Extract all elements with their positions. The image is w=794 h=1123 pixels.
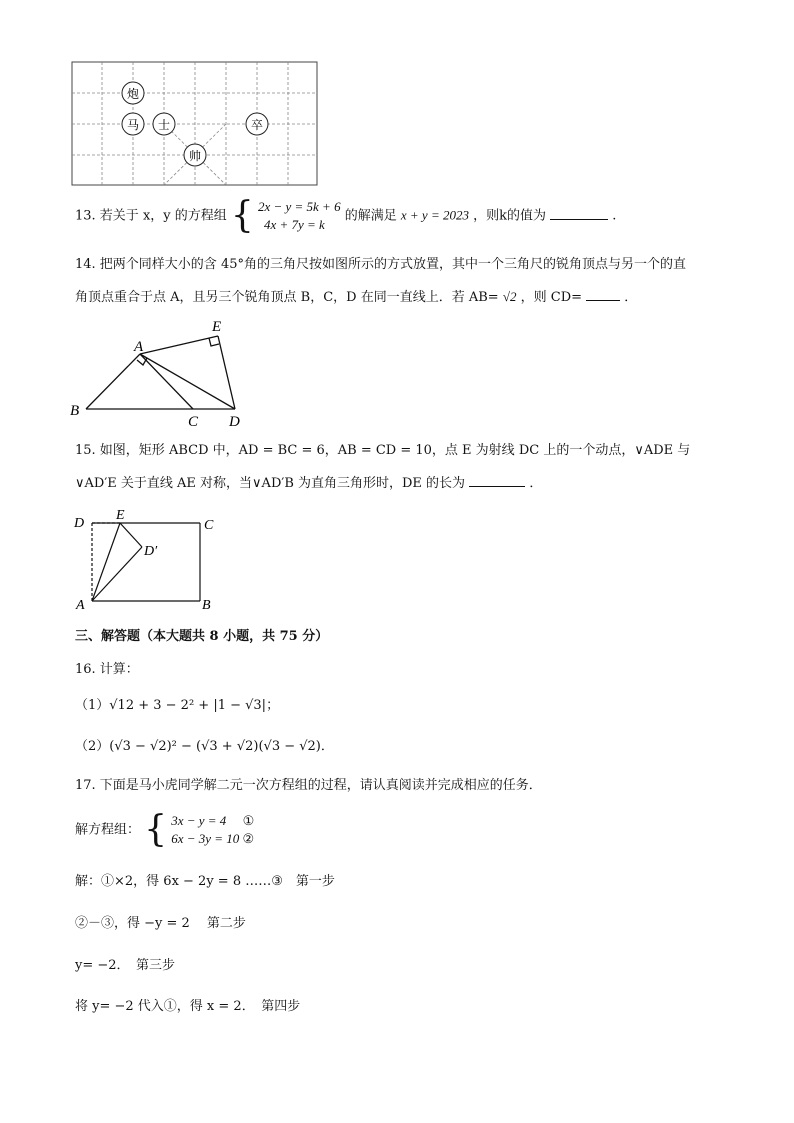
question-14-line2 — [75, 286, 637, 307]
q13-prefix: 13. 若关于 x，y 的方程组 — [75, 208, 227, 224]
q17-eq1-mark: ① — [242, 813, 255, 828]
q13-answer-blank[interactable] — [550, 205, 608, 220]
question-15-line2 — [75, 472, 542, 493]
q13-mid: 的解满足 — [344, 208, 397, 224]
svg-text:马: 马 — [126, 118, 140, 132]
q17-solve-label: 解方程组： — [75, 822, 141, 838]
q17-eq1: 3x − y = 4 — [171, 813, 227, 828]
q15-end: ． — [529, 476, 543, 491]
q14-sqrt: √2 — [502, 289, 517, 304]
q15-line2a: ∨AD′E 关于直线 AE 对称，当∨AD′B 为直角三角形时，DE 的长为 — [75, 476, 466, 491]
question-17-title: 17. 下面是马小虎同学解二元一次方程组的过程，请认真阅读并完成相应的任务． — [75, 778, 542, 793]
q17-eq2: 6x − 3y = 10 — [171, 831, 240, 846]
line-ED' — [120, 523, 142, 547]
q14-answer-blank[interactable] — [586, 286, 620, 301]
question-17-step4: 将 y= −2 代入①，得 x = 2． 第四步 — [75, 999, 301, 1014]
question-17-step3: y= −2． 第三步 — [75, 958, 176, 973]
svg-text:帅: 帅 — [188, 149, 202, 163]
grid-lines — [72, 62, 317, 185]
q14-line2b: ，则 CD= — [520, 290, 583, 305]
question-15-line1: 15. 如图，矩形 ABCD 中，AD = BC = 6，AB = CD = 10，点 E 为射线 DC 上的一个动点，∨ADE 与 — [75, 443, 691, 458]
svg-text:士: 士 — [157, 118, 171, 132]
chess-piece-zu — [246, 113, 268, 135]
line-AD — [140, 354, 235, 409]
q13-end: . — [612, 208, 617, 224]
svg-text:E: E — [212, 319, 222, 335]
svg-text:B: B — [70, 403, 80, 419]
question-13 — [75, 196, 616, 236]
chess-piece-pao — [122, 82, 144, 104]
section-3-heading: 三、解答题（本大题共 8 小题，共 75 分） — [75, 629, 329, 644]
brace-icon: { — [230, 195, 254, 236]
svg-text:D: D — [229, 414, 240, 430]
line-BA — [86, 354, 140, 409]
q14-line2a: 角顶点重合于点 A，且另三个锐角顶点 B，C，D 在同一直线上．若 AB= — [75, 290, 499, 305]
question-17-system — [75, 810, 254, 850]
q13-eq2: 4x + 7y = k — [263, 217, 325, 232]
question-17-step1: 解：①×2，得 6x − 2y = 8 ……③ 第一步 — [75, 874, 335, 889]
q13-condition: x + y = 2023 — [400, 207, 469, 223]
line-AE — [92, 523, 120, 601]
q13-eq1: 2x − y = 5k + 6 — [257, 199, 341, 214]
q13-suffix: ，则k的值为 — [473, 208, 546, 224]
question-16-part2: （2）(√3 − √2)² − (√3 + √2)(√3 − √2)． — [75, 739, 334, 754]
svg-text:D: D — [74, 516, 85, 531]
svg-text:C: C — [188, 414, 199, 430]
line-AD' — [92, 547, 142, 601]
question-14-line1: 14. 把两个同样大小的含 45°角的三角尺按如图所示的方式放置，其中一个三角尺的锐角顶点与另一个的直 — [75, 257, 686, 272]
chess-piece-ma — [122, 113, 144, 135]
right-angle-E — [209, 338, 219, 346]
question-17-step2: ②－③，得 −y = 2 第二步 — [75, 916, 246, 931]
chess-piece-shuai — [184, 144, 206, 166]
q15-answer-blank[interactable] — [469, 472, 525, 487]
svg-text:炮: 炮 — [126, 87, 140, 101]
board-border — [72, 62, 317, 185]
q15-rectangle-figure — [68, 505, 228, 615]
svg-text:E: E — [116, 508, 125, 523]
q13-system — [231, 196, 341, 236]
q14-end: ． — [624, 290, 638, 305]
chess-piece-shi — [153, 113, 175, 135]
chessboard-figure — [71, 61, 319, 187]
svg-text:C: C — [204, 518, 214, 533]
q14-triangle-figure — [68, 315, 258, 430]
question-16-title: 16. 计算： — [75, 662, 139, 677]
svg-text:A: A — [76, 598, 85, 613]
svg-text:A: A — [134, 339, 144, 355]
line-ED — [218, 336, 235, 409]
svg-text:B: B — [202, 598, 211, 613]
svg-text:卒: 卒 — [250, 118, 264, 132]
line-AE — [140, 336, 218, 354]
q17-eq2-mark: ② — [242, 831, 255, 846]
line-AC — [140, 354, 193, 409]
question-16-part1: （1）√12 + 3 − 2² + |1 − √3|； — [75, 698, 280, 713]
svg-text:D′: D′ — [144, 544, 158, 559]
brace-icon: { — [144, 809, 168, 850]
